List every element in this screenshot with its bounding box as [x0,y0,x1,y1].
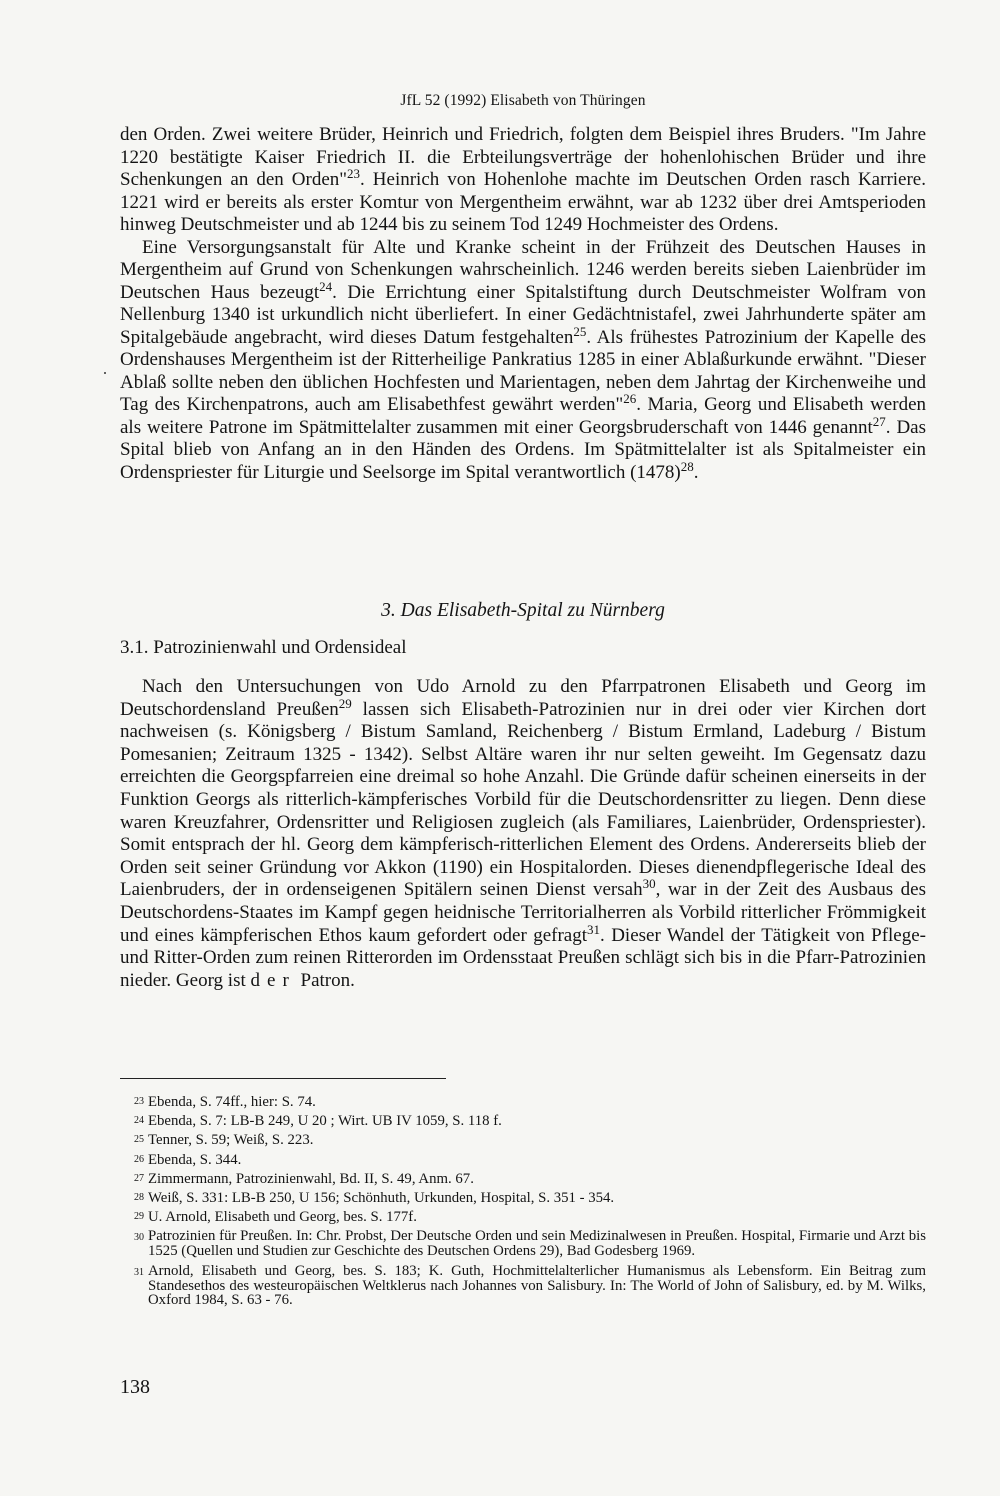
running-head: JfL 52 (1992) Elisabeth von Thüringen [400,92,646,109]
footnote-number: 28 [134,1192,144,1204]
footnote-number: 26 [134,1153,144,1165]
footnote-number: 25 [134,1134,144,1146]
footnote-text: U. Arnold, Elisabeth und Georg, bes. S. 177f. [148,1209,417,1226]
footnote-30 [120,1229,926,1258]
footnote-text: Patrozinien für Preußen. In: Chr. Probst, Der Deutsche Orden und sein Medizinalwesen in Preußen. Hospital, Firmarie und Arzt bis 1525 (Quellen und Studien zur Geschichte des Deutschen Ordens 29), Bad Godesberg 1969. [148,1228,926,1259]
footnote-26 [120,1151,926,1169]
footnote-ref-27[interactable]: 27 [872,413,886,429]
footnote-text: Ebenda, S. 74ff., hier: S. 74. [148,1094,316,1110]
paragraph-1-text-a: den Orden. Zwei weitere Brüder, Heinrich und Friedrich, folgten dem Beispiel ihres Bruders. "Im Jahre 1220 bestätigte Kaiser Friedrich II. die Erbteilungsverträge der hohenlohischen Brüder und ihre Schenkungen an den Orden" [120,124,926,190]
paragraph-3-text-b: lassen sich Elisabeth-Patrozinien nur in drei oder vier Kirchen dort nachweisen (s. Königsberg / Bistum Samland, Reichenberg / Bistum Ermland, Ladeburg / Bistum Pomesanien; Zeitraum 1325 - 1342). Selbst Altäre waren ihr nur selten geweiht. Im Gegensatz dazu erreichten die Georgspfarreien eine dreimal so hohe Anzahl. Die Gründe dafür scheinen einerseits in der Funktion Georgs als ritterlich-kämpferisches Vorbild für die Deutschordensritter zu liegen. Denn diese waren Kreuzfahrer, Ordensritter und Religiosen zugleich (als Familiares, Laienbrüder, Ordenspriester). Somit entsprach der hl. Georg dem kämpferisch-ritterlichen Element des Ordens. Andererseits blieb der Orden seit seiner Gründung vor Akkon (1190) ein Hospitalorden. Dieses dienendpflegerische Ideal des Laienbruders, der in ordenseigenen Spitälern seinen Dienst versah [120,698,927,901]
paragraph-1-text-b: . Heinrich von Hohenlohe machte im Deutschen Orden rasch Karriere. 1221 wird er bereits als erster Komtur von Mergentheim erwähnt, war ab 1232 über drei Amtsperioden hinweg Deutschmeister und ab 1244 bis zu seinem Tod 1249 Hochmeister des Ordens. [120,169,926,235]
footnote-text: Ebenda, S. 344. [148,1151,242,1168]
paragraph-3 [120,676,926,992]
footnote-ref-25[interactable]: 25 [573,323,587,339]
footnote-25 [120,1131,926,1149]
page-number: 138 [120,1376,150,1398]
footnote-text: Weiß, S. 331: LB-B 250, U 156; Schönhuth, Urkunden, Hospital, S. 351 - 354. [148,1190,615,1207]
footnote-ref-26[interactable]: 26 [623,391,637,406]
footnote-23 [120,1093,926,1111]
footnote-number: 31 [134,1267,144,1279]
footnote-27 [120,1170,926,1188]
footnote-24 [120,1112,926,1130]
footnote-rule [120,1078,446,1079]
paragraph-2 [120,237,926,485]
footnote-ref-28[interactable]: 28 [680,458,694,474]
footnote-31 [120,1264,926,1308]
spaced-emphasis: der [250,969,296,991]
paragraph-2-text-a: Eine Versorgungsanstalt für Alte und Kranke scheint in der Frühzeit des Deutschen Hauses in Mergentheim auf Grund von Schenkungen wahrscheinlich. 1246 werden bereits sieben Laienbrüder im Deutschen Haus bezeugt [120,236,926,303]
body-text-main [120,676,926,992]
footnote-number: 27 [134,1172,144,1184]
margin-mark [104,372,106,374]
footnote-number: 24 [134,1115,144,1127]
footnote-number: 29 [134,1211,144,1223]
paragraph-2-text-e: . Das Spital blieb von Anfang an in den Händen des Ordens. Im Spätmittelalter ist als Spitalmeister ein Ordenspriester für Liturgie und Seelsorge im Spital verantwortlich (1478) [120,416,926,483]
footnote-ref-30[interactable]: 30 [642,876,656,892]
footnote-number: 30 [134,1232,144,1244]
footnote-ref-23[interactable]: 23 [347,166,361,181]
footnote-text: Zimmermann, Patrozinienwahl, Bd. II, S. 49, Anm. 67. [148,1170,474,1187]
subsection-heading: 3.1. Patrozinienwahl und Ordensideal [120,637,407,658]
footnote-text: Arnold, Elisabeth und Georg, bes. S. 183; K. Guth, Hochmittelalterlicher Humanismus als Lebensform. Ein Beitrag zum Standesethos des westeuropäischen Weltklerus nach Johannes von Salisbury. In: The World of John of Salisbury, ed. by M. Wilks, Oxford 1984, S. 63 - 76. [148,1263,926,1309]
footnote-ref-24[interactable]: 24 [319,278,333,294]
footnote-ref-31[interactable]: 31 [587,921,601,937]
footnote-28 [120,1189,926,1207]
footnote-text: Ebenda, S. 7: LB-B 249, U 20 ; Wirt. UB IV 1059, S. 118 f. [148,1113,502,1130]
footnote-ref-29[interactable]: 29 [338,695,352,711]
paragraph-2-text-c: . Als frühestes Patrozinium der Kapelle des Ordenshauses Mergentheim ist der Ritterheilige Pankratius 1285 in einer Ablaßurkunde erwähnt. "Dieser Ablaß sollte neben den üblichen Hochfesten und Marientagen, neben dem Jahrtag der Kirchenweihe und Tag des Kirchenpatrons, auch am Elisabethfest gewährt werden" [120,326,926,415]
footnote-number: 23 [134,1096,144,1107]
paragraph-3-text-a: Nach den Untersuchungen von Udo Arnold zu den Pfarrpatronen Elisabeth und Georg im Deutschordensland Preußen [120,676,926,720]
body-text-top [120,124,926,484]
paragraph-1 [120,124,926,237]
paragraph-3-text-d: . Dieser Wandel der Tätigkeit von Pflege- und Ritter-Orden zum reinen Ritterorden im Ordensstaat Preußen schlägt sich bis in die Pfarr-Patrozinien nieder. Georg ist [120,924,926,991]
paragraph-3-text-c: , war in der Zeit des Ausbaus des Deutschordens-Staates im Kampf gegen heidnische Territorialherren als Vorbild ritterlicher Frömmigkeit und eines kämpferischen Ethos kaum gefordert oder gefragt [120,879,926,946]
section-heading: 3. Das Elisabeth-Spital zu Nürnberg [381,600,665,621]
paragraph-2-text-d: . Maria, Georg und Elisabeth werden als weitere Patrone im Spätmittelalter zusammen mit einer Georgsbruderschaft von 1446 genannt [120,394,926,438]
footnote-29 [120,1208,926,1226]
paragraph-2-text-b: . Die Errichtung einer Spitalstiftung durch Deutschmeister Wolfram von Nellenburg 1340 ist urkundlich nicht überliefert. In einer Gedächtnistafel, zwei Jahrhunderte später am Spitalgebäude angebracht, wird dieses Datum festgehalten [120,281,926,348]
footnotes [120,1093,926,1314]
paragraph-3-text-e: Patron. [295,969,355,991]
footnote-text: Tenner, S. 59; Weiß, S. 223. [148,1132,314,1149]
paragraph-2-text-f: . [693,461,699,483]
